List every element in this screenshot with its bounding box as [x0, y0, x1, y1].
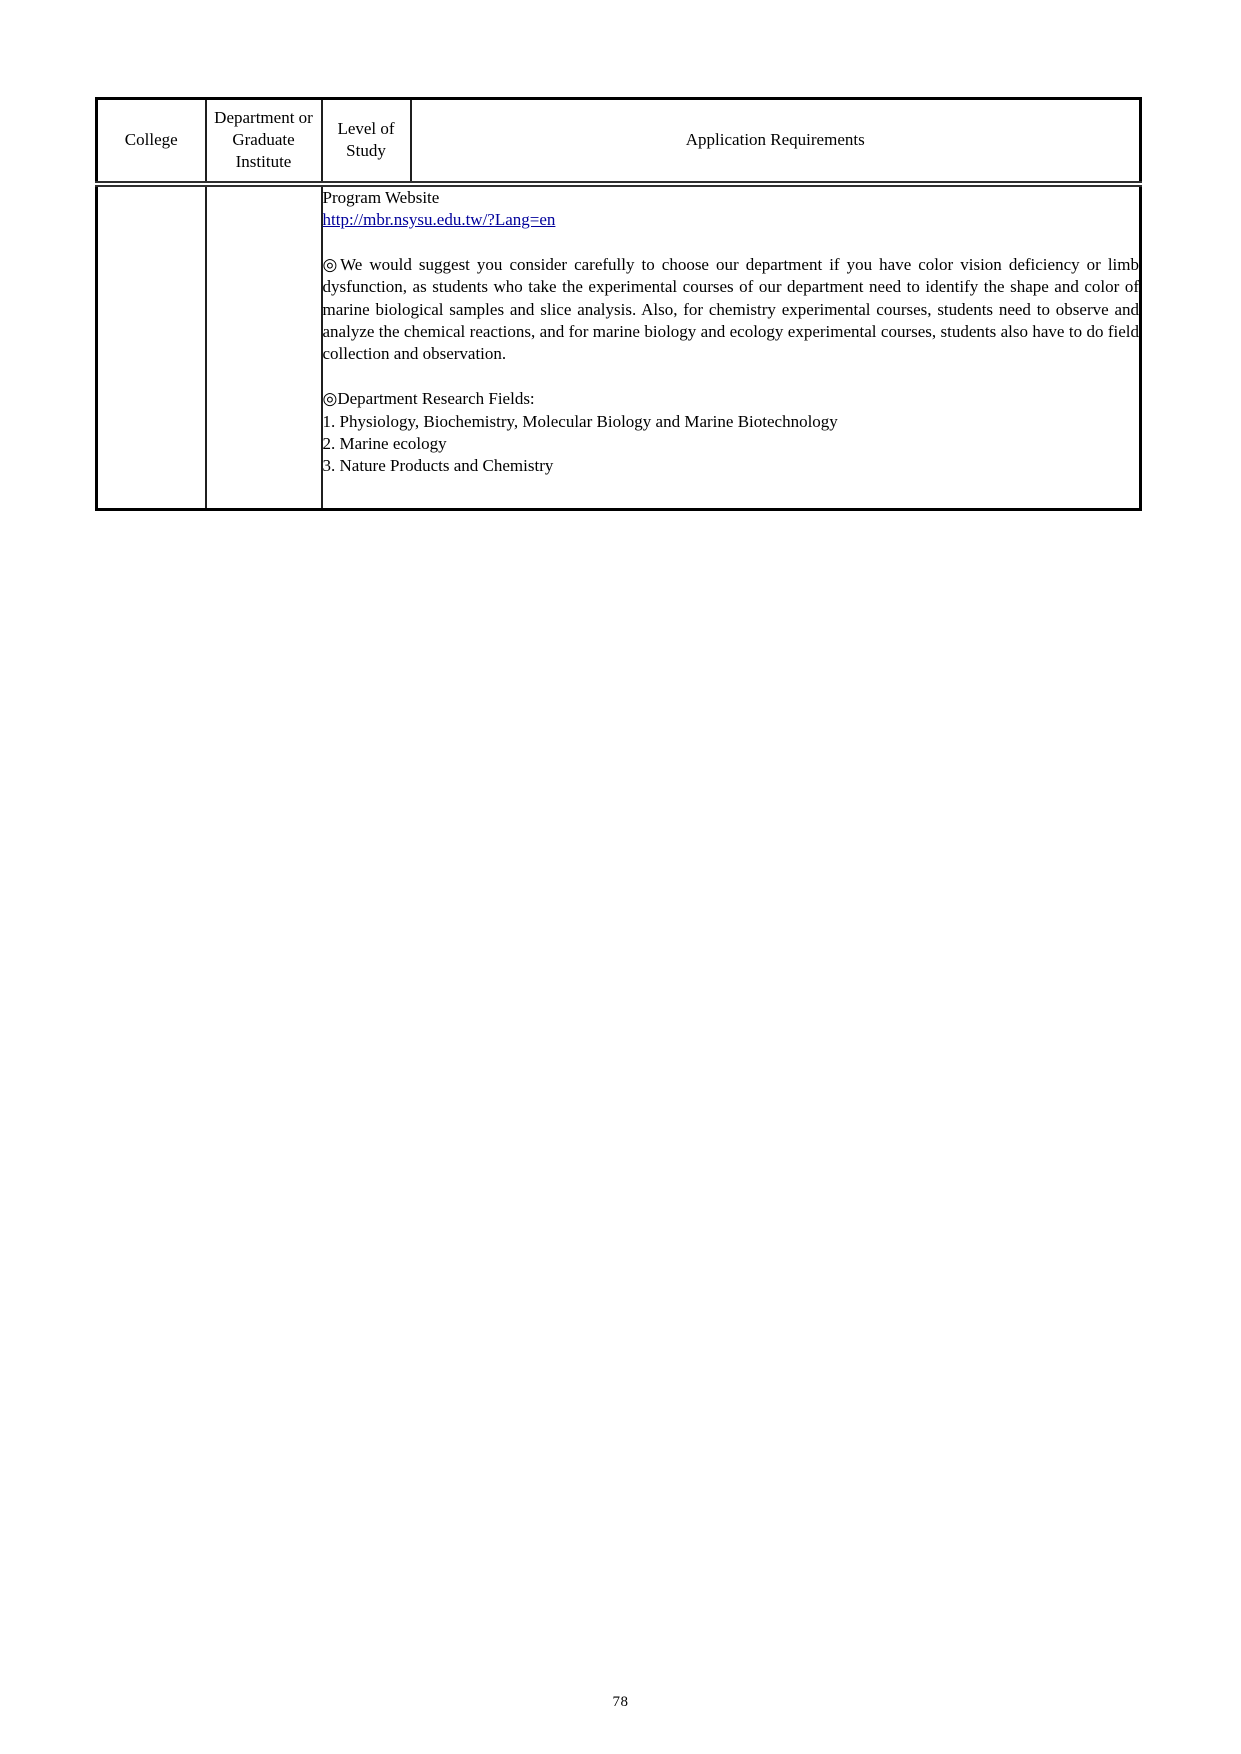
program-website-link[interactable]: http://mbr.nsysu.edu.tw/?Lang=en — [322, 209, 556, 229]
table-row — [97, 184, 1141, 510]
blank-line — [323, 366, 1140, 388]
department-note-paragraph: ◎We would suggest you consider carefully to choose our department if you have color vision deficiency or limb dysfunction, as students who take the experimental courses of our department need to identify the shape and color of marine biological samples and slice analysis. Also, for chemistry experimental courses, students need to observe and analyze the chemical reactions, and for marine biology and ecology experimental courses, students also have to do field collection and observation. — [322, 254, 1139, 364]
header-application-requirements: Application Requirements — [411, 99, 1141, 184]
research-fields-heading: ◎Department Research Fields: — [322, 389, 535, 409]
program-website-label: Program Website — [322, 187, 440, 207]
blank-line — [323, 231, 1140, 253]
application-requirements-table — [95, 97, 1142, 511]
table-header-row — [97, 99, 1141, 184]
research-field-item: 3. Nature Products and Chemistry — [322, 456, 554, 476]
page-number: 78 — [612, 1694, 629, 1710]
header-level-of-study: Level of Study — [322, 99, 411, 184]
research-field-item: 2. Marine ecology — [322, 433, 447, 453]
cell-college — [97, 184, 206, 510]
cell-department — [206, 184, 322, 510]
header-college: College — [97, 99, 206, 184]
cell-application-requirements — [322, 184, 1141, 510]
research-field-item: 1. Physiology, Biochemistry, Molecular Biology and Marine Biotechnology — [322, 411, 838, 431]
header-department-or-graduate-institute: Department or Graduate Institute — [206, 99, 322, 184]
